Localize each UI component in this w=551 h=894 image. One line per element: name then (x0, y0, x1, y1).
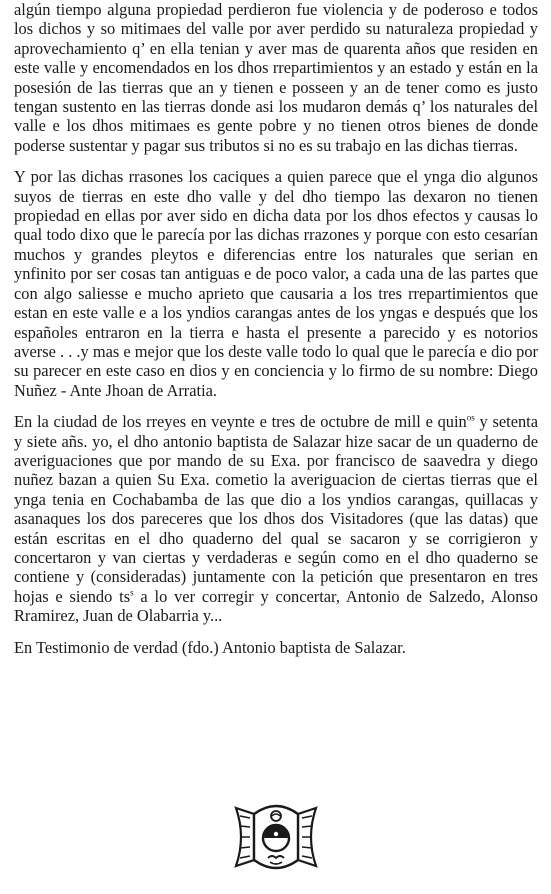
paragraph-2 (14, 167, 538, 400)
publisher-emblem-icon (228, 800, 324, 874)
signature-line (14, 638, 538, 657)
paragraph-3-text-a: En la ciudad de los rreyes en veynte e tres de octubre de mill e quin (14, 412, 467, 432)
paragraph-1 (14, 0, 538, 155)
signature-text: En Testimonio de verdad (fdo.) Antonio baptista de Salazar. (14, 637, 406, 657)
superscript-os: os (466, 412, 475, 423)
paragraph-3 (14, 412, 538, 625)
paragraph-3-text-c: a lo ver corregir y concertar, Antonio de Salzedo, Alonso Rramirez, Juan de Olabarria y... (14, 586, 538, 626)
paragraph-3-text-b: y setenta y siete añs. yo, el dho antonio baptista de Salazar hize sacar de un quaderno de averiguaciones que por mando de su Exa. por francisco de saavedra y diego nuñez bazan a quien Su Exa. cometio la averiguacion de ciertas tierras que el ynga tenia en Cochabamba de las que dio a los yndios carangas, quillacas y asanaques los dos pareceres que los dhos dos Visitadores (que las datas) que están escritas en el dho quaderno del qual se sacaron y se corrigieron y concertaron y van ciertas y verdaderas e según como en el dho quaderno se contiene y (consideradas) juntamente con la petición que presentaron en tres hojas e siendo ts (14, 412, 539, 606)
document-page (14, 0, 538, 669)
superscript-s: s (130, 587, 134, 598)
paragraph-2-text: Y por las dichas rrasones los caciques a quien parece que el ynga dio algunos suyos de tierras en este dho valle y del dho tiempo las dexaron no tienen propiedad en ellas por aver sido en dicha data por los dhos efectos y causas lo qual todo dixo que le parecía por las dichas rrazones y porque con esto cesarían muchos y grandes pleytos e diferencias entre los naturales que serian en ynfinito por ser cosas tan antiguas e de poco valor, a cada una de las partes que con algo saliesse e mucho aprieto que causaria a los tres rrepartimientos que estan en este valle e a los yndios carangas antes de los yngas e después que los españoles entraron en la tierra e hasta el presente a parecido y es notorios averse . . .y mas e mejor que los deste valle todo lo qual que le parecía e dio por su parecer en este caso en dios y en conciencia y lo firmo de su nombre: Diego Nuñez - Ante Jhoan de Arratia. (14, 167, 538, 400)
paragraph-1-text: algún tiempo alguna propiedad perdieron fue violencia y de poderoso e todos los dichos y so mitimaes del valle por aver perdido su naturaleza propiedad y aprovechamiento q’ en ella tenian y aver mas de quarenta años que residen en este valle y encomendados en los dhos rrepartimientos y an estado y están en la posesión de las tierras que an y tienen e posseen y an de tener como es justo tengan sustento en las tierras donde asi los mudaron demás q’ los naturales del valle e los dhos mitimaes es gente pobre y no tienen otros bienes de donde poderse sustentar y pagar sus tributos si no es su trabajo en las dichas tierras. (14, 0, 538, 155)
